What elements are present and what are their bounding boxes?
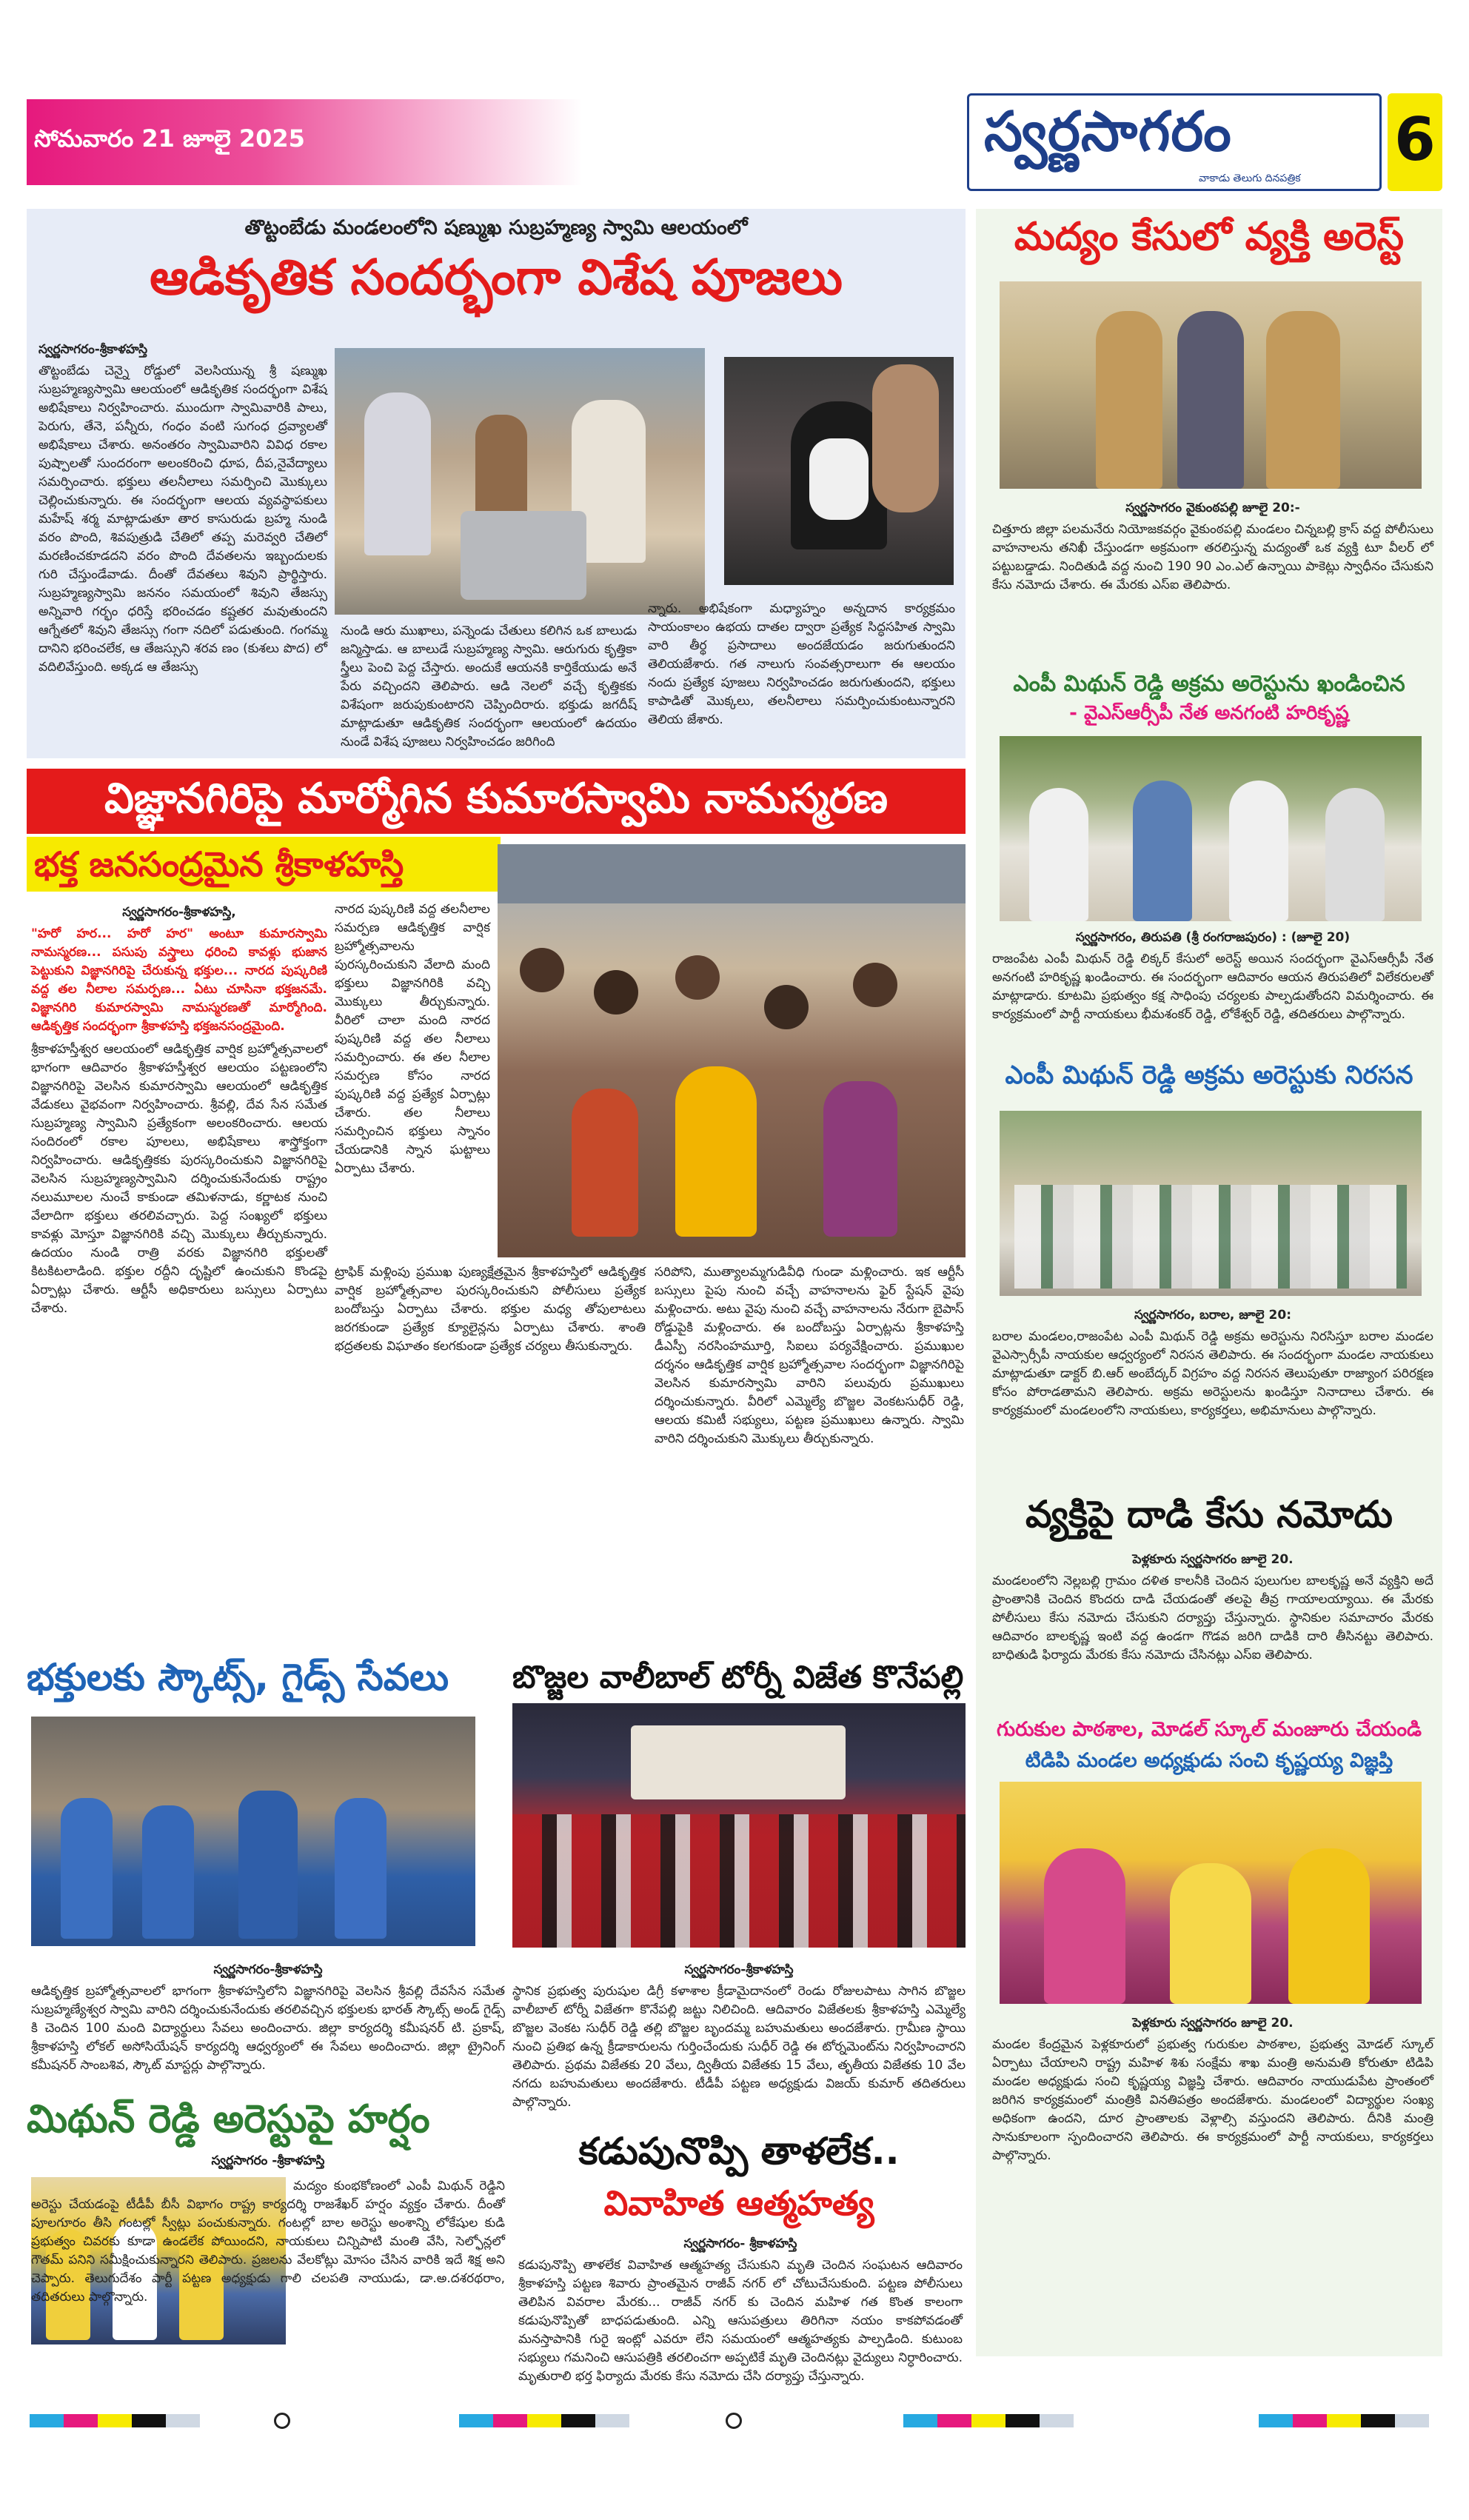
story2-lead: "హరో హర... హరో హర" అంటూ కుమారస్వామి నామస్మరణ... పసుపు వస్త్రాలు ధరించి కావళ్లు భుజాన పెట్టుకుని విజ్ఞానగిరిపై చేరుకున్న భక్తుల... నారద పుష్కరిణి వద్ద తల నీలాల సమర్పణ... ఏటు చూసినా భక్తజనమే. విజ్ఞానగిరి కుమారస్వామి నామస్మరణతో మార్మోగింది. ఆడికృత్తిక సందర్భంగా శ్రీకాళహస్తి భక్తజనసంద్రమైంది. (31, 926, 327, 1034)
right1-photo-arrest (1000, 281, 1422, 489)
story3-body-text: ఆడికృత్తిక బ్రహ్మోత్సవాలలో భాగంగా శ్రీకాళహస్తిలోని విజ్ఞానగిరిపై వెలసిన శ్రీవల్లి దేవసేన సమేత సుబ్రహ్మణ్యేశ్వర స్వామి వారిని దర్శించుకునేందుకు తరలివచ్చిన భక్తులకు భారత్ స్కౌట్స్ అండ్ గైడ్స్ కి చెందిన 100 మంది విద్యార్థులు సేవలు అందించారు. జిల్లా కార్యదర్శి కమీషనర్ టి. ప్రకాష్, శ్రీకాళహస్తి లోకల్ అసోసియేషన్ కార్యదర్శి ఆధ్వర్యంలో ఈ సేవలు అందించారు. జిల్లా ట్రైనింగ్ కమీషనర్ సాంబశివ, స్కౌట్ మాస్టర్లు పాల్గొన్నారు. (31, 1984, 505, 2073)
story6-headline: కడుపునొప్పి తాళలేక.. (578, 2130, 900, 2173)
story1-dateline: స్వర్ణసాగరం-శ్రీకాళహస్తి (39, 342, 148, 357)
masthead-logo (967, 93, 1382, 191)
right3-photo-protest (1000, 1111, 1422, 1296)
logo-text: స్వర్ణసాగరం (984, 100, 1232, 164)
story2-dateline: స్వర్ణసాగరం-శ్రీకాళహస్తి, (122, 905, 236, 920)
right5-body-text: మండల కేంద్రమైన పెళ్లకూరులో ప్రభుత్వ గురుకుల పాఠశాల, ప్రభుత్వ మోడల్ స్కూల్ ఏర్పాటు చేయాలని రాష్ట్ర మహిళ శిశు సంక్షేమ శాఖ మంత్రి అనుమతి కోరుతూ టిడిపి మండల అధ్యక్షుడు సంచి కృష్ణయ్య విజ్ఞప్తి చేశారు. ఆదివారం నాయుడుపేట ప్రాంతంలో జరిగిన కార్యక్రమంలో మంత్రికి వినతిపత్రం అందజేశారు. మండలంలో విద్యార్థుల సంఖ్య అధికంగా ఉందని, దూర ప్రాంతాలకు వెళ్లాల్సి వస్తుందని తెలిపారు. దీనికి మంత్రి సానుకూలంగా స్పందించారని తెలిపారు. ఈ కార్యక్రమంలో పార్టీ నాయకులు, కార్యకర్తలు పాల్గొన్నారు. (992, 2037, 1433, 2163)
right3-dateline: స్వర్ణసాగరం, బరాల, జూలై 20: (1134, 1308, 1291, 1323)
story3-photo-scouts (31, 1717, 475, 1946)
right5-headline: గురుకుల పాఠశాల, మోడల్ స్కూల్ మంజూరు చేయండి (996, 1718, 1422, 1741)
right1-headline: మద్యం కేసులో వ్యక్తి అరెస్ట్ (1014, 215, 1405, 259)
right5-body (992, 2014, 1433, 2355)
story2-body-left: శ్రీకాళహస్తీశ్వర ఆలయంలో ఆడికృత్తిక వార్షిక బ్రహ్మోత్సవాలలో భాగంగా ఆదివారం శ్రీకాళహస్తీశ్వర ఆలయం పట్టణంలోని విజ్ఞానగిరిపై వెలసిన కుమారస్వామి ఆలయంలో ఆడికృత్తిక వేడుకలు వైభవంగా నిర్వహించారు. శ్రీవల్లి, దేవ సేన సమేత సుబ్రహ్మణ్య స్వామిని ప్రత్యేకంగా అలంకరించారు. ఆలయ సందిరంలో రకాల పూలలు, అభిషేకాలు శాస్త్రోక్తంగా నిర్వహించారు. ఆడికృత్తికకు పురస్కరించుకుని విజ్ఞానగిరిపై వెలసిన సుబ్రహ్మణ్యస్వామిని దర్శించుకునేందుకు రాష్ట్రం నలుమూలల నుంచే కాకుండా తమిళనాడు, కర్ణాటక నుంచి వేలాదిగా భక్తులు తరలివచ్చారు. పెద్ద సంఖ్యలో భక్తులు కావళ్లు మోస్తూ విజ్ఞానగిరికి వచ్చి మొక్కులు తీర్చుకున్నారు. ఉదయం నుండి రాత్రి వరకు విజ్ఞానగిరి భక్తులతో కిటకిటలాడింది. భక్తుల రద్దీని దృష్టిలో ఉంచుకుని కొండపై ఏర్పాట్లు చేశారు. ఆర్టీసీ అధికారులు బస్సులు ఏర్పాటు చేశారు. (31, 1042, 327, 1316)
right1-dateline: స్వర్ణసాగరం వైకుంఠపల్లి జూలై 20:- (1125, 501, 1300, 515)
story2-body-right: సరిపోని, ముత్యాలమ్మగుడివీధి గుండా మళ్లించారు. ఇక ఆర్టీసీ బస్సులు పైపు నుంచి వచ్చే వాహనాలను ఫైర్ స్టేషన్ వైపు మళ్లించారు. అటు వైపు నుంచి వచ్చే వాహనాలను నేరుగా బైపాస్ రోడ్డుపైకి మళ్లించారు. ఈ బందోబస్తు ఏర్పాట్లను శ్రీకాళహస్తి డీఎస్పీ నరసింహమూర్తి, సిఐలు పర్యవేక్షించారు. ప్రముఖుల దర్శనం ఆడికృత్తిక వార్షిక బ్రహ్మోత్సవాల సందర్భంగా విజ్ఞానగిరిపై వెలసిన కుమారస్వామి వారిని పలువురు ప్రముఖులు దర్శించుకున్నారు. వీరిలో ఎమ్మెల్యే బొజ్జల వెంకటసుధీర్ రెడ్డి, ఆలయ కమిటీ సభ్యులు, పట్టణ ప్రముఖులు ఉన్నారు. స్వామి వారిని దర్శించుకుని మొక్కులు తీర్చుకున్నారు. (655, 1265, 964, 1446)
story1-photo-devotees (335, 348, 705, 615)
page-number: 6 (1394, 105, 1436, 174)
right5-photo-petition (1000, 1782, 1422, 2004)
story2-body-mid: నారద పుష్కరిణి వద్ద తలనీలాల సమర్పణ ఆడికృత్తిక వార్షిక బ్రహ్మోత్సవాలను పురస్కరించుకుని వేలాది మంది భక్తులు విజ్ఞానగిరికి వచ్చి మొక్కులు తీర్చుకున్నారు. వీరిలో చాలా మంది నారద పుష్కరిణి వద్ద తల నీలాలు సమర్పించారు. ఈ తల నీలాల సమర్పణ కోసం నారద పుష్కరిణి వద్ద ప్రత్యేక ఏర్పాట్లు చేశారు. తల నీలాలు సమర్పించిన భక్తులు స్నానం చేయడానికి స్నాన ఘట్టాలు ఏర్పాటు చేశారు. (335, 902, 490, 1176)
masthead (27, 93, 1442, 198)
right2-subheadline: - వైఎస్ఆర్సీపీ నేత అనగంటి హరికృష్ణ (1069, 702, 1349, 724)
right2-body (992, 929, 1433, 1055)
story3-headline: భక్తులకు స్కౌట్స్, గైడ్స్ సేవలు (27, 1656, 449, 1699)
story4-headline: బొజ్జల వాలీబాల్ టోర్నీ విజేత కొనేపల్లి (512, 1659, 964, 1695)
registration-mark (274, 2413, 290, 2429)
story1-photo-deity (724, 357, 954, 585)
story1-kicker: తొట్టంబేడు మండలంలోని షణ్ముఖ సుబ్రహ్మణ్య స్వామి ఆలయంలో (244, 216, 748, 239)
date-label: సోమవారం 21 జూలై 2025 (34, 124, 305, 153)
page-number-badge (1388, 93, 1442, 191)
story6-body (518, 2235, 963, 2384)
story2-lead-column (31, 903, 327, 1651)
story1-headline: ఆడికృతిక సందర్భంగా విశేష పూజలు (150, 249, 843, 306)
right3-headline: ఎంపీ మిథున్ రెడ్డి అక్రమ అరెస్టుకు నిరసన (1005, 1060, 1413, 1090)
story6-dateline: స్వర్ణసాగరం- శ్రీకాళహస్తి (683, 2236, 797, 2251)
story4-photo-volleyball (512, 1703, 966, 1948)
story4-body-text: స్థానిక ప్రభుత్వ పురుషుల డిగ్రీ కళాశాల క్రీడామైదానంలో రెండు రోజులపాటు సాగిన బొజ్జల వాలీబాల్ టోర్నీ విజేతగా కొనేపల్లి జట్టు నిలిచింది. ఆదివారం విజేతలకు శ్రీకాళహస్తి ఎమ్మెల్యే బొజ్జల వెంకట సుధీర్ రెడ్డి తల్లి బొజ్జల బృందమ్మ బహుమతులు అందజేశారు. గ్రామీణ స్థాయి నుంచి ప్రతిభ ఉన్న క్రీడాకారులను గుర్తించేందుకు సుధీర్ రెడ్డి ఈ టోర్నమెంట్‌ను నిర్వహించారని తెలిపారు. ప్రథమ విజేతకు 20 వేలు, ద్వితీయ విజేతకు 15 వేలు, తృతీయ విజేతకు 10 వేల నగదు బహుమతులు అందజేశారు. టీడీపీ పట్టణ అధ్యక్షుడు విజయ్ కుమార్ తదితరులు పాల్గొన్నారు. (512, 1984, 966, 2110)
right3-body-text: బరాల మండలం,రాజంపేట ఎంపీ మిథున్ రెడ్డి అక్రమ అరెస్టును నిరసిస్తూ బరాల మండల వైఎస్సార్సీపీ నాయకుల ఆధ్వర్యంలో నిరసన తెలిపారు. ఈ సందర్భంగా మండల నాయకులు మాట్లాడుతూ డాక్టర్ బి.ఆర్ అంబేద్కర్ విగ్రహం వద్ద నిరసన తెలుపుతూ రాజ్యాంగ పరిరక్షణ కోసం పోరాడతామని తెలిపారు. అక్రమ అరెస్టులను ఖండిస్తూ నినాదాలు చేశారు. ఈ కార్యక్రమంలో మండలంలోని నాయకులు, కార్యకర్తలు, అభిమానులు పాల్గొన్నారు. (992, 1329, 1433, 1418)
story4-dateline: స్వర్ణసాగరం-శ్రీకాళహస్తి (684, 1962, 794, 1977)
story6-body-text: కడుపునొప్పి తాళలేక వివాహిత ఆత్మహత్య చేసుకుని మృతి చెందిన సంఘటన ఆదివారం శ్రీకాళహస్తి పట్టణ శివారు ప్రాంతమైన రాజీవ్ నగర్ లో చోటుచేసుకుంది. పట్టణ పోలీసులు తెలిపిన వివరాల మేరకు... రాజీవ్ నగర్ కు చెందిన మహిళ గత కొంత కాలంగా కడుపునొప్పితో బాధపడుతుంది. ఎన్ని ఆసుపత్రులు తిరిగినా నయం కాకపోవడంతో మనస్తాపానికి గురై ఇంట్లో ఎవరూ లేని సమయంలో ఆత్మహత్యకు పాల్పడింది. కుటుంబ సభ్యులు గమనించి ఆసుపత్రికి తరలించగా అప్పటికే మృతి చెందినట్లు వైద్యులు నిర్ధారించారు. మృతురాలి భర్త ఫిర్యాదు మేరకు కేసు నమోదు చేసి దర్యాప్తు చేస్తున్నారు. (518, 2258, 963, 2384)
story2-body-mid2: ట్రాఫిక్ మళ్లింపు ప్రముఖ పుణ్యక్షేత్రమైన శ్రీకాళహస్తిలో ఆడికృత్తిక వార్షిక బ్రహ్మోత్సవాల పురస్కరించుకుని పోలీసులు ప్రత్యేక బందోబస్తు ఏర్పాటు చేశారు. భక్తుల మధ్య తోపులాటలు జరగకుండా ప్రత్యేక క్యూలైన్లను ఏర్పాటు చేశారు. శాంతి భద్రతలకు విఘాతం కలగకుండా ప్రత్యేక చర్యలు తీసుకున్నారు. (335, 1265, 646, 1354)
printer-marks (0, 2399, 1469, 2444)
right1-body-text: చిత్తూరు జిల్లా పలమనేరు నియోజకవర్గం వైకుంఠపల్లి మండలం చిన్నబల్లి క్రాస్ వద్ద పోలీసులు వాహనాలను తనిఖీ చేస్తుండగా అక్రమంగా తరలిస్తున్న మద్యంతో ఒక వ్యక్తి టూ వీలర్ లో పట్టుబడ్డాడు. నిందితుడి వద్ద నుంచి 190 90 ఎం.ఎల్ ఉన్నాయి పాకెట్లు స్వాధీనం చేసుకుని కేసు నమోదు చేశారు. ఈ మేరకు ఎస్ఐ తెలిపారు. (992, 522, 1433, 592)
right3-body (992, 1306, 1433, 1491)
color-bar-far-right (1259, 2414, 1429, 2427)
story1-body-left-text: తొట్టంబేడు చెన్నై రోడ్డులో వెలసియున్న శ్రీ షణ్ముఖ సుబ్రహ్మణ్యస్వామి ఆలయంలో ఆడికృతిక సందర్భంగా విశేష అభిషేకాలు నిర్వహించారు. ముందుగా స్వామివారికి పాలు, పెరుగు, తేనె, పన్నీరు, గంధం వంటి సుగంధ ద్రవ్యాలతో అభిషేకాలు చేశారు. అనంతరం స్వామివారిని వివిధ రకాల పుష్పాలతో సుందరంగా అలంకరించి ధూప, దీప,నైవేద్యాలు సమర్పించారు. భక్తులు తలనీలాలు సమర్పించి మొక్కులు చెల్లించుకున్నారు. ఈ సందర్భంగా ఆలయ వ్యవస్థాపకులు మహేష్ శర్మ మాట్లాడుతూ తార కాసురుడు బ్రహ్మ నుండి వరం పొంది, శివపుత్రుడి చేతిలో తప్ప మరెవ్వరి చేతిలో మరణించకూడదని వరం పొంది దేవతలను ఇబ్బందులకు గురి చేస్తుండేవాడు. దీంతో దేవతలు శివుని ప్రార్థిస్తారు. సుబ్రహ్మణ్యస్వామి జననం సమయంలో శివుని తేజస్సు అన్నివారి గర్భం ధరిస్తే భరించడం కష్టతర మవుతుందని ఆగ్నేతలో శివుని తేజస్సు గంగా నదిలో పడుతుంది. గంగమ్మ దానిని భరించలేక, ఆ తేజస్సుని శరవ ణం (కుశలు పొద) లో వదిలివేస్తుంది. అక్కడ ఆ తేజస్సు (39, 364, 327, 675)
color-bar-right (903, 2414, 1074, 2427)
story2-photo-crowd (498, 844, 966, 1257)
right4-dateline: పెళ్లకూరు స్వర్ణసాగరం జూలై 20. (1132, 1552, 1294, 1567)
right2-headline: ఎంపీ మిథున్ రెడ్డి అక్రమ అరెస్టును ఖండించిన (1013, 671, 1405, 697)
right5-subheadline: టిడిపి మండల అధ్యక్షుడు సంచి కృష్ణయ్య విజ్ఞప్తి (1025, 1749, 1393, 1772)
story5-body: మద్యం కుంభకోణంలో ఎంపీ మిథున్ రెడ్డిని అరెస్టు చేయడంపై టీడీపీ బీసీ విభాగం రాష్ట్ర కార్యదర్శి రాజశేఖర్ హర్షం వ్యక్తం చేశారు. దీంతో పూలగూరం తీసి గంటల్లో స్వీట్లు పంచుకున్నారు. గంటల్లో బాల అరెస్టు అంశాన్ని లోకేషుల కుడి ప్రభుత్వం చివరకు కూడా ఉండలేక పోయిందని, నాయకులు చిన్నిపాటి మంతి వేసి, సెల్ఫోన్లలో గౌతమ్ పనిని సమీక్షించుకున్నారని తెలిపారు. ప్రజలను వేలకోట్లు మోసం చేసిన వారికి ఇదే శిక్ష అని చెప్పారు. తెలుగుదేశం పార్టీ పట్టణ అధ్యక్షుడు గాలి చలపతి నాయుడు, డా.అ.దశరథరాం, తదితరులు పాల్గొన్నారు. (31, 2179, 505, 2305)
color-bar-left (30, 2414, 200, 2427)
right2-dateline: స్వర్ణసాగరం, తిరుపతి (శ్రీ రంగరాజపురం) : (జూలై 20) (1075, 930, 1351, 945)
registration-mark (726, 2413, 742, 2429)
right4-body-text: మండలంలోని నెల్లబల్లి గ్రామం దళిత కాలనీకి చెందిన పులుగుల బాలకృష్ణ అనే వ్యక్తిని అదే ప్రాంతానికి చెందిన కొందరు దాడి చేయడంతో తలపై తీవ్ర గాయాలయ్యాయి. ఈ మేరకు పోలీసులు కేసు నమోదు చేసుకుని దర్యాప్తు చేస్తున్నారు. స్థానికుల సమాచారం మేరకు ఆదివారం బాలకృష్ణ ఇంటి వద్ద ఉండగా గొడవ జరిగి దాడికి దారి తీసినట్టు తెలిపారు. బాధితుడి ఫిర్యాదు మేరకు కేసు నమోదు చేసినట్లు ఎస్ఐ తెలిపారు. (992, 1574, 1433, 1662)
right2-body-text: రాజంపేట ఎంపీ మిథున్ రెడ్డి లిక్కర్ కేసులో అరెస్ట్ అయిన సందర్భంగా వైఎస్ఆర్సీపీ నేత అనగంటి హరికృష్ణ ఖండించారు. ఈ సందర్భంగా ఆదివారం ఆయన తిరుపతిలో విలేకరులతో మాట్లాడారు. కూటమి ప్రభుత్వం కక్ష సాధింపు చర్యలకు పాల్పడుతోందని విమర్శించారు. ఈ కార్యక్రమంలో పార్టీ నాయకులు భీమశంకర్ రెడ్డి, లోకేశ్వర్ రెడ్డి, తదితరులు పాల్గొన్నారు. (992, 952, 1433, 1022)
story2-headline: విజ్ఞానగిరిపై మార్మోగిన కుమారస్వామి నామస్మరణ (104, 775, 889, 823)
story1-body-mid: నుండి ఆరు ముఖాలు, పన్నెండు చేతులు కలిగిన ఒక బాలుడు జన్మిస్తాడు. ఆ బాలుడే సుబ్రహ్మణ్య స్వామి. ఆరుగురు కృత్తికా స్త్రీలు పెంచి పెద్ద చేస్తారు. అందుకే ఆయనకి కార్తికేయుడు అనే పేరు వచ్చిందని తెలిపారు. ఆడి నెలలో వచ్చే కృత్తికకు విశేషంగా జరుపుకుంటారని చెప్పిందిరారు. భక్తుడు జగదీష్ మాట్లాడుతూ ఆడికృతిక సందర్భంగా ఆలయంలో ఉదయం నుండే విశేష పూజలు నిర్వహించడం జరిగింది (341, 624, 637, 749)
right2-photo-leaders (1000, 736, 1422, 921)
right4-headline: వ్యక్తిపై దాడి కేసు నమోదు (1025, 1493, 1393, 1536)
color-bar-mid (459, 2414, 629, 2427)
story5-dateline: స్వర్ణసాగరం -శ్రీకాళహస్తి (211, 2153, 325, 2168)
story3-body (31, 1961, 505, 2079)
story1-body-left (39, 341, 327, 748)
logo-tagline: వాకాడు తెలుగు దినపత్రిక (1199, 173, 1301, 184)
story3-dateline: స్వర్ణసాగరం-శ్రీకాళహస్తి (213, 1962, 323, 1977)
right4-body (992, 1551, 1433, 1717)
right1-body (992, 499, 1433, 669)
story6-subheadline: వివాహిత ఆత్మహత్య (603, 2183, 874, 2223)
story4-body (512, 1961, 966, 2110)
story5-headline: మిథున్ రెడ్డి అరెస్టుపై హర్షం (27, 2097, 430, 2142)
story1-body-right: న్నారు. అభిషేకంగా మధ్యాహ్నం అన్నదాన కార్యక్రమం సాయంకాలం ఉభయ దాతల ద్వారా ప్రత్యేక సిద్ధసహిత స్వామి వారి తీర్థ ప్రసాదాలు అందజేయడం జరుగుతుందని తెలియజేశారు. గత నాలుగు సంవత్సరాలుగా ఈ ఆలయం నందు ప్రత్యేక పూజలు నిర్వహించడం జరుగుతుందని, భక్తులు కాపాడితో మొక్కలు, తలనీలాలు సమర్పించుకుంటున్నారని తెలియ జేశారు. (648, 601, 955, 727)
story2-subheadline: భక్త జనసంద్రమైన శ్రీకాళహస్తి (34, 844, 404, 884)
right5-dateline: పెళ్లకూరు స్వర్ణసాగరం జూలై 20. (1132, 2016, 1294, 2031)
